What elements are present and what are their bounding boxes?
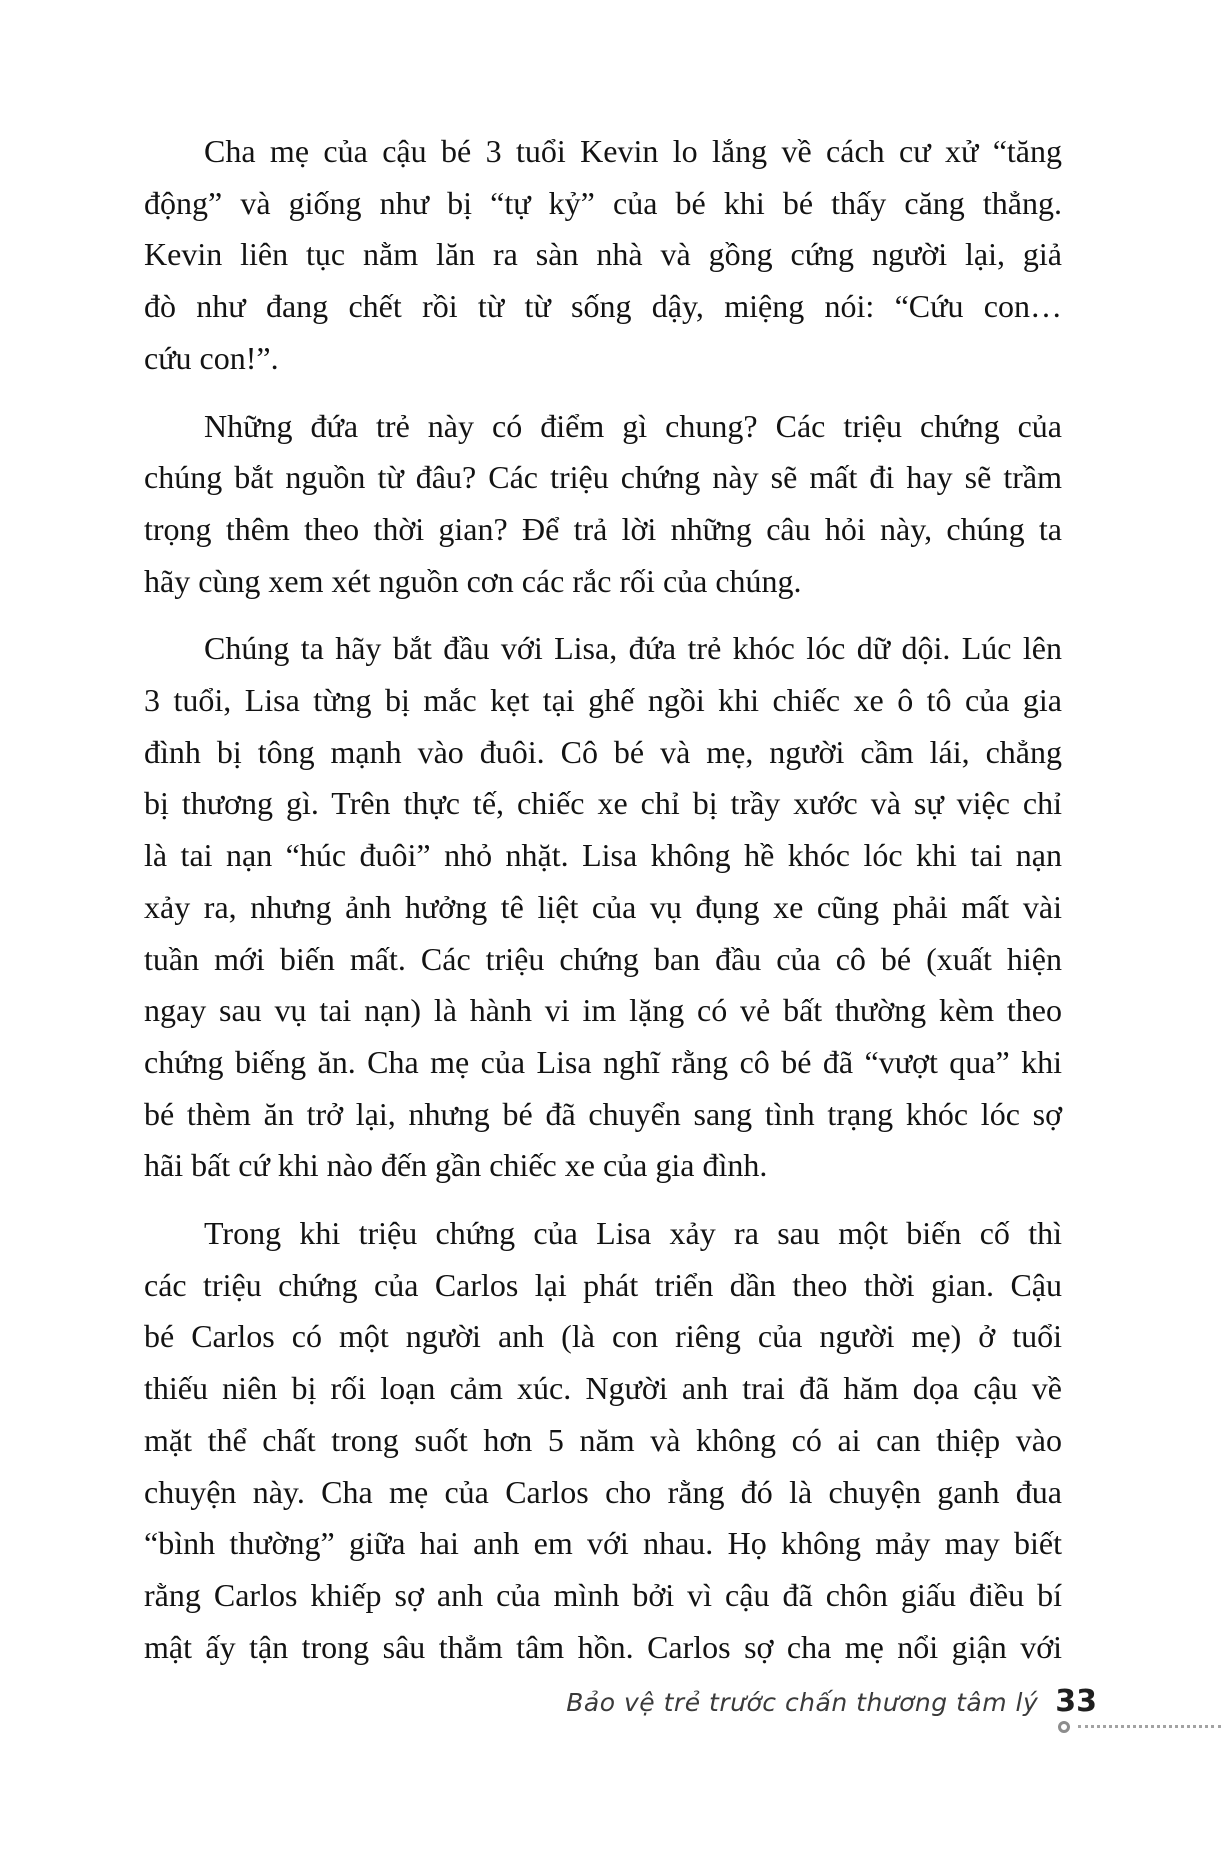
page-number: 33 bbox=[1055, 1684, 1097, 1719]
text-line: đình bị tông mạnh vào đuôi. Cô bé và mẹ, người cầm lái, chẳng bbox=[144, 733, 1062, 770]
text-line: mật ấy tận trong sâu thẳm tâm hồn. Carlos sợ cha mẹ nổi giận với bbox=[144, 1628, 1062, 1665]
circle-ornament bbox=[1058, 1721, 1070, 1733]
paragraph bbox=[144, 126, 1062, 385]
text-line: động” và giống như bị “tự kỷ” của bé khi bé thấy căng thẳng. bbox=[144, 184, 1062, 221]
text-line: hãy cùng xem xét nguồn cơn các rắc rối của chúng. bbox=[144, 562, 802, 599]
running-title: Bảo vệ trẻ trước chấn thương tâm lý bbox=[566, 1688, 1039, 1717]
text-line: thiếu niên bị rối loạn cảm xúc. Người anh trai đã hăm dọa cậu về bbox=[144, 1370, 1062, 1407]
page-footer bbox=[500, 1684, 1097, 1719]
text-line: bé thèm ăn trở lại, nhưng bé đã chuyển sang tình trạng khóc lóc sợ bbox=[144, 1095, 1062, 1132]
paragraph bbox=[144, 623, 1062, 1192]
text-line: đò như đang chết rồi từ từ sống dậy, miệng nói: “Cứu con… bbox=[144, 288, 1062, 325]
text-line: xảy ra, nhưng ảnh hưởng tê liệt của vụ đụng xe cũng phải mất vài bbox=[144, 888, 1062, 925]
body-text bbox=[144, 126, 1062, 1673]
text-line: bị thương gì. Trên thực tế, chiếc xe chỉ bị trầy xước và sự việc chỉ bbox=[144, 785, 1062, 822]
text-line: bé Carlos có một người anh (là con riêng của người mẹ) ở tuổi bbox=[144, 1318, 1062, 1355]
text-line: Kevin liên tục nằm lăn ra sàn nhà và gồng cứng người lại, giả bbox=[144, 236, 1062, 273]
text-line: cứu con!”. bbox=[144, 339, 279, 376]
text-line: 3 tuổi, Lisa từng bị mắc kẹt tại ghế ngồi khi chiếc xe ô tô của gia bbox=[144, 682, 1062, 719]
text-line: “bình thường” giữa hai anh em với nhau. Họ không mảy may biết bbox=[144, 1525, 1062, 1562]
paragraph bbox=[144, 401, 1062, 608]
text-line: là tai nạn “húc đuôi” nhỏ nhặt. Lisa không hề khóc lóc khi tai nạn bbox=[144, 837, 1062, 874]
text-line: các triệu chứng của Carlos lại phát triển dần theo thời gian. Cậu bbox=[144, 1266, 1062, 1303]
text-line: rằng Carlos khiếp sợ anh của mình bởi vì cậu đã chôn giấu điều bí bbox=[144, 1576, 1062, 1613]
dotted-line-ornament bbox=[1078, 1725, 1221, 1728]
text-line: Cha mẹ của cậu bé 3 tuổi Kevin lo lắng về cách cư xử “tăng bbox=[204, 133, 1062, 169]
text-line: mặt thể chất trong suốt hơn 5 năm và không có ai can thiệp vào bbox=[144, 1421, 1062, 1458]
paragraph bbox=[144, 1208, 1062, 1673]
text-line: chúng bắt nguồn từ đâu? Các triệu chứng này sẽ mất đi hay sẽ trầm bbox=[144, 459, 1062, 496]
text-line: ngay sau vụ tai nạn) là hành vi im lặng có vẻ bất thường kèm theo bbox=[144, 992, 1062, 1029]
text-line: Chúng ta hãy bắt đầu với Lisa, đứa trẻ khóc lóc dữ dội. Lúc lên bbox=[204, 630, 1062, 667]
text-line: Những đứa trẻ này có điểm gì chung? Các triệu chứng của bbox=[204, 407, 1062, 444]
text-line: trọng thêm theo thời gian? Để trả lời những câu hỏi này, chúng ta bbox=[144, 510, 1062, 547]
text-line: Trong khi triệu chứng của Lisa xảy ra sau một biến cố thì bbox=[204, 1215, 1062, 1252]
text-line: hãi bất cứ khi nào đến gần chiếc xe của gia đình. bbox=[144, 1147, 768, 1184]
text-line: chuyện này. Cha mẹ của Carlos cho rằng đó là chuyện ganh đua bbox=[144, 1473, 1062, 1510]
text-line: tuần mới biến mất. Các triệu chứng ban đầu của cô bé (xuất hiện bbox=[144, 940, 1062, 977]
text-line: chứng biếng ăn. Cha mẹ của Lisa nghĩ rằng cô bé đã “vượt qua” khi bbox=[144, 1043, 1062, 1080]
